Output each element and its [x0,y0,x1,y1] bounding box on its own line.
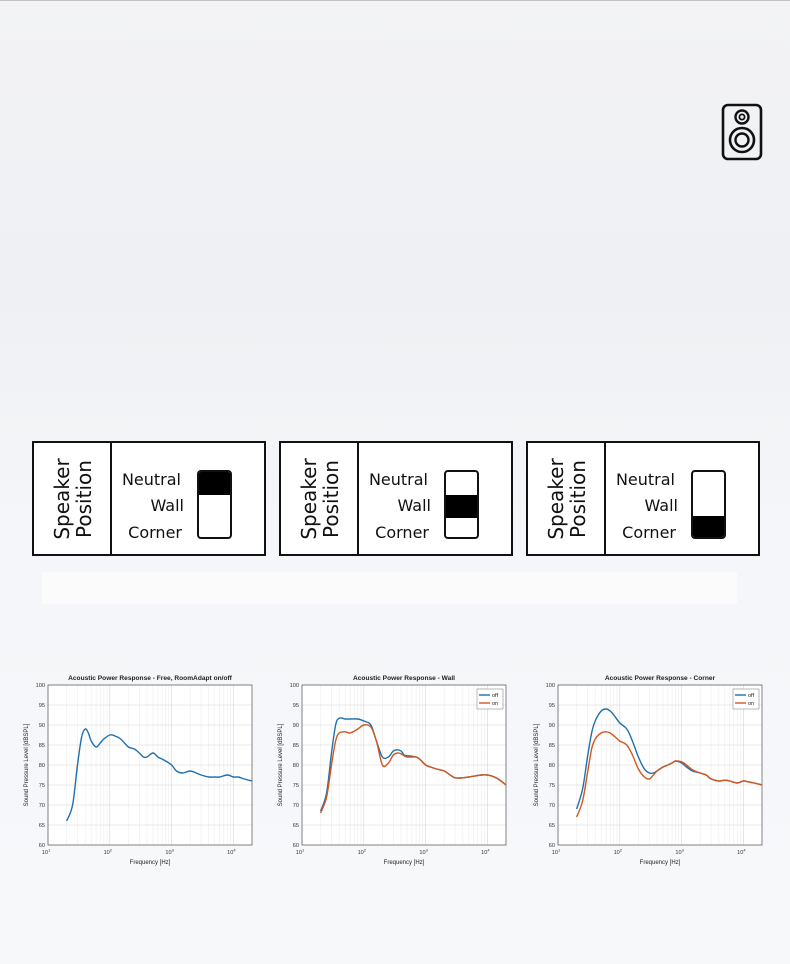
chart-title: Acoustic Power Response - Wall [353,675,455,682]
speaker-position-label: Speaker Position [50,458,96,540]
legend-label: on [492,701,499,707]
legend-box [477,689,503,709]
y-tick-label: 100 [545,683,555,689]
x-tick-label: $10^1$ [295,847,305,856]
speaker-position-panel-wall [279,441,513,556]
top-divider-line [0,0,790,1]
y-tick-label: 65 [548,823,555,829]
y-tick-label: 60 [38,843,45,849]
option-wall: Wall [644,496,678,515]
y-tick-label: 95 [292,703,299,709]
y-tick-label: 80 [38,763,45,769]
legend-box [733,689,759,709]
y-tick-label: 70 [38,803,45,809]
y-tick-label: 85 [548,743,555,749]
y-tick-label: 75 [292,783,299,789]
legend-label: off [748,693,755,699]
option-wall: Wall [397,496,431,515]
chart-wall [274,672,514,872]
chart-title: Acoustic Power Response - Corner [604,675,716,682]
y-tick-label: 65 [292,823,299,829]
position-switch[interactable] [691,470,726,539]
position-switch[interactable] [444,470,479,539]
chart-title: Acoustic Power Response - Free, RoomAdapt on/off [68,675,232,682]
option-neutral: Neutral [615,470,675,489]
x-tick-label: $10^1$ [41,847,51,856]
x-tick-label: $10^2$ [357,847,367,856]
option-corner: Corner [128,523,182,542]
y-tick-label: 95 [38,703,45,709]
x-tick-label: $10^3$ [165,847,174,856]
x-axis-label: Frequency [Hz] [383,860,425,866]
speaker-position-panel-neutral [32,441,266,556]
y-tick-label: 70 [292,803,299,809]
x-tick-label: $10^2$ [613,847,623,856]
x-tick-label: $10^2$ [103,847,113,856]
chart-wall-svg [274,672,514,872]
y-tick-label: 75 [548,783,555,789]
option-corner: Corner [375,523,429,542]
caption-bar [42,572,737,604]
chart-free-svg [20,672,260,872]
y-tick-label: 85 [38,743,45,749]
switch-knob [693,516,724,537]
y-tick-label: 100 [289,683,299,689]
x-axis-label: Frequency [Hz] [129,860,171,866]
y-tick-label: 90 [38,723,45,729]
speaker-position-label: Speaker Position [297,458,343,540]
y-tick-label: 85 [292,743,299,749]
y-tick-label: 60 [548,843,555,849]
option-wall: Wall [150,496,184,515]
speaker-position-panel-corner [526,441,760,556]
y-axis-label: Sound Pressure Level [dBSPL] [278,723,284,807]
speaker-position-label: Speaker Position [544,458,590,540]
x-axis-label: Frequency [Hz] [639,860,681,866]
x-tick-label: $10^1$ [551,847,561,856]
y-tick-label: 65 [38,823,45,829]
option-corner: Corner [622,523,676,542]
switch-knob [446,495,477,518]
x-tick-label: $10^3$ [419,847,428,856]
y-tick-label: 90 [292,723,299,729]
chart-corner [530,672,770,872]
chart-free [20,672,260,872]
option-neutral: Neutral [368,470,428,489]
y-tick-label: 80 [292,763,299,769]
y-tick-label: 95 [548,703,555,709]
y-tick-label: 90 [548,723,555,729]
chart-corner-svg [530,672,770,872]
x-tick-label: $10^4$ [227,847,236,856]
option-neutral: Neutral [121,470,181,489]
x-tick-label: $10^4$ [481,847,490,856]
position-switch[interactable] [197,470,232,539]
speaker-icon [721,103,763,161]
y-tick-label: 80 [548,763,555,769]
y-axis-label: Sound Pressure Level [dBSPL] [534,723,540,807]
y-tick-label: 75 [38,783,45,789]
y-tick-label: 60 [292,843,299,849]
legend-label: on [748,701,755,707]
y-tick-label: 100 [35,683,45,689]
legend-label: off [492,693,499,699]
x-tick-label: $10^4$ [737,847,746,856]
switch-knob [199,472,230,495]
y-tick-label: 70 [548,803,555,809]
x-tick-label: $10^3$ [675,847,684,856]
y-axis-label: Sound Pressure Level [dBSPL] [24,723,30,807]
